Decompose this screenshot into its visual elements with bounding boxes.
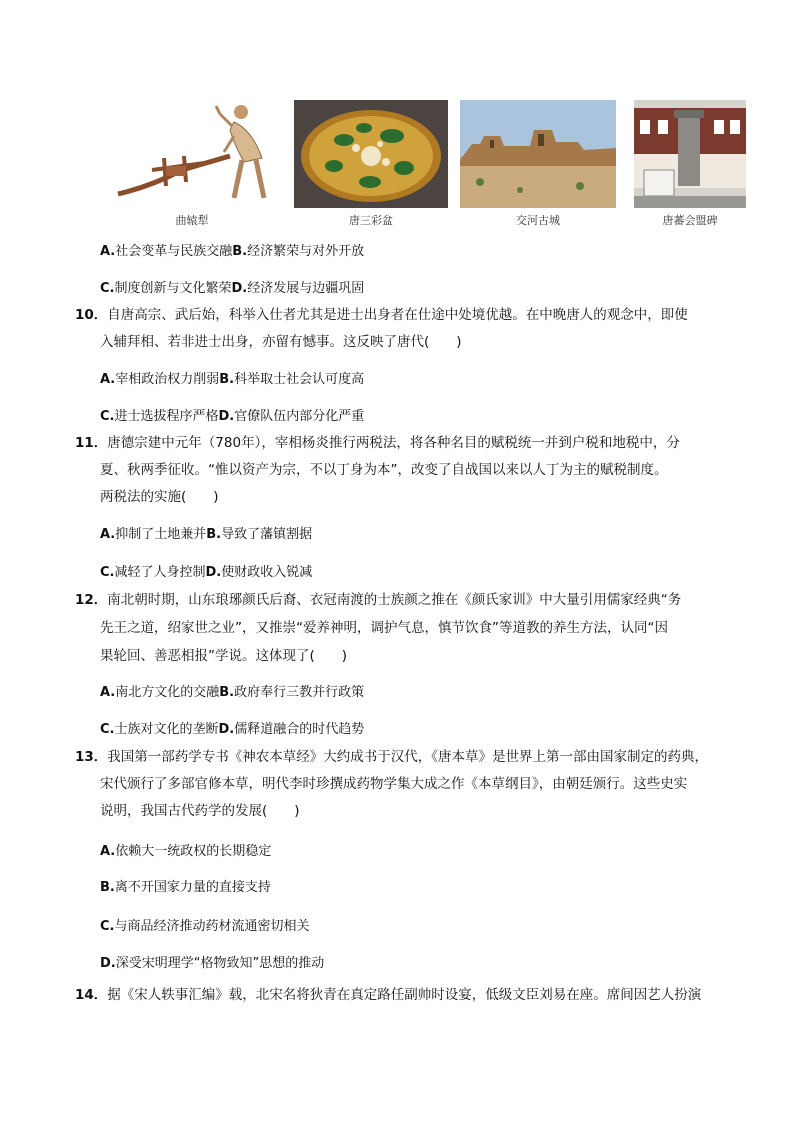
option-key: D. xyxy=(218,722,235,737)
question-12-line-2: 先王之道，绍家世之业”，又推崇“爱养神明，调护气息，慎节饮食”等道教的养生方法，认同“因 xyxy=(100,620,668,636)
q12-options-row1 xyxy=(100,684,364,702)
q9-options-row1 xyxy=(100,243,364,261)
question-13-line-1 xyxy=(75,748,708,766)
q13-option-a xyxy=(100,843,271,861)
option-key: D. xyxy=(218,409,235,424)
option-text: 制度创新与文化繁荣 xyxy=(114,281,232,296)
option-key: C. xyxy=(100,919,115,934)
option-text: 士族对文化的垄断 xyxy=(114,722,219,737)
question-number: 12． xyxy=(75,592,108,608)
option-key: C. xyxy=(100,409,115,424)
option-text: 离不开国家力量的直接支持 xyxy=(114,880,271,895)
option-key: D. xyxy=(100,956,116,971)
option-text: 儒释道融合的时代趋势 xyxy=(234,722,365,737)
question-text: 唐德宗建中元年（780年），宰相杨炎推行两税法，将各种名目的赋税统一并到户税和地税中，分 xyxy=(107,435,680,451)
question-10-line-2: 入辅拜相、若非进士出身，亦留有憾事。这反映了唐代( ) xyxy=(100,334,462,350)
option-text: 社会变革与民族交融 xyxy=(115,244,233,259)
option-key: A. xyxy=(100,685,116,700)
option-text: 政府奉行三教并行政策 xyxy=(234,685,365,700)
question-10-line-1 xyxy=(75,306,688,324)
question-number: 13． xyxy=(75,749,108,765)
question-text: 自唐高宗、武后始，科举入仕者尤其是进士出身者在仕途中处境优越。在中晚唐人的观念中，即使 xyxy=(107,307,688,323)
option-key: C. xyxy=(100,565,115,580)
question-13-line-2: 宋代颁行了多部官修本草，明代李时珍撰成药物学集大成之作《本草纲目》，由朝廷颁行。这些史实 xyxy=(100,776,688,792)
option-key: A. xyxy=(100,244,116,259)
question-number: 10． xyxy=(75,307,108,323)
option-text: 南北方文化的交融 xyxy=(115,685,220,700)
tri-color-bowl-icon xyxy=(294,100,448,208)
question-14-line-1 xyxy=(75,986,701,1004)
option-text: 导致了藩镇割据 xyxy=(221,527,313,542)
option-text: 与商品经济推动药材流通密切相关 xyxy=(114,919,310,934)
option-key: C. xyxy=(100,281,115,296)
question-text: 南北朝时期，山东琅琊颜氏后裔、衣冠南渡的士族颜之推在《颜氏家训》中大量引用儒家经典“务 xyxy=(107,592,682,608)
ancient-city-ruins-icon xyxy=(460,100,616,208)
figure-caption: 交河古城 xyxy=(516,214,560,227)
option-text: 深受宋明理学“格物致知”思想的推动 xyxy=(115,956,325,971)
option-key: D. xyxy=(231,281,248,296)
option-key: B. xyxy=(206,527,222,542)
question-11-line-3: 两税法的实施( ) xyxy=(100,489,219,505)
option-key: D. xyxy=(205,565,222,580)
figure-caption: 唐三彩盆 xyxy=(349,214,393,227)
option-key: A. xyxy=(100,372,116,387)
option-key: A. xyxy=(100,844,116,859)
option-text: 经济发展与边疆巩固 xyxy=(247,281,365,296)
option-text: 经济繁荣与对外开放 xyxy=(247,244,365,259)
figure-ruins xyxy=(460,100,616,230)
option-text: 减轻了人身控制 xyxy=(114,565,206,580)
option-text: 抑制了土地兼并 xyxy=(115,527,207,542)
option-text: 使财政收入锐减 xyxy=(221,565,313,580)
option-key: B. xyxy=(219,372,235,387)
option-key: A. xyxy=(100,527,116,542)
q11-options-row1 xyxy=(100,526,312,544)
option-text: 宰相政治权力削弱 xyxy=(115,372,220,387)
question-text: 据《宋人轶事汇编》载，北宋名将狄青在真定路任副帅时设宴，低级文臣刘易在座。席间因艺人扮演 xyxy=(107,987,702,1003)
option-text: 官僚队伍内部分化严重 xyxy=(234,409,365,424)
question-text: 我国第一部药学专书《神农本草经》大约成书于汉代，《唐本草》是世界上第一部由国家制定的药典， xyxy=(107,749,709,765)
figure-stele xyxy=(634,100,746,230)
q11-options-row2 xyxy=(100,564,312,582)
plow-illustration-icon xyxy=(112,100,272,208)
q9-options-row2 xyxy=(100,280,364,298)
q13-option-d xyxy=(100,955,324,973)
figure-bowl xyxy=(294,100,448,230)
option-text: 依赖大一统政权的长期稳定 xyxy=(115,844,272,859)
question-number: 11． xyxy=(75,435,108,451)
q13-option-b xyxy=(100,879,271,897)
option-key: B. xyxy=(100,880,115,895)
figure-caption: 唐蕃会盟碑 xyxy=(662,214,718,227)
q12-options-row2 xyxy=(100,721,364,739)
q10-options-row2 xyxy=(100,408,364,426)
option-key: C. xyxy=(100,722,115,737)
question-number: 14． xyxy=(75,987,108,1003)
question-12-line-1 xyxy=(75,591,681,609)
option-key: B. xyxy=(219,685,235,700)
question-12-line-3: 果轮回、善恶相报”学说。这体现了( ) xyxy=(100,648,348,664)
question-13-line-3: 说明，我国古代药学的发展( ) xyxy=(100,803,300,819)
question-11-line-1 xyxy=(75,434,680,452)
figure-caption: 曲辕犁 xyxy=(175,214,209,227)
q13-option-c xyxy=(100,918,310,936)
option-text: 科举取士社会认可度高 xyxy=(234,372,365,387)
alliance-stele-icon xyxy=(634,100,746,208)
option-text: 进士选拔程序严格 xyxy=(114,409,219,424)
option-key: B. xyxy=(232,244,248,259)
question-11-line-2: 夏、秋两季征收。“惟以资产为宗，不以丁身为本”，改变了自战国以来以人丁为主的赋税制度。 xyxy=(100,462,668,478)
figure-plow xyxy=(112,100,272,230)
q10-options-row1 xyxy=(100,371,364,389)
